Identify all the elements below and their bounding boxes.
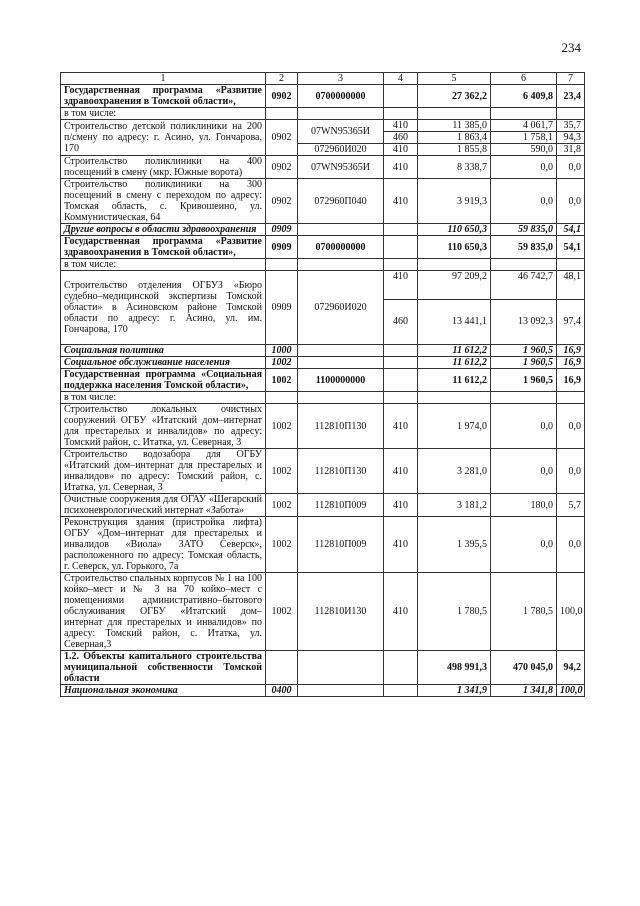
row-description: Строительство поликлиники на 300 посещений в смену с переходом по адресу: Томская область, с. Кривошеино, ул. Коммунистическая, 64 [61, 179, 266, 224]
execution-percent: 54,1 [557, 224, 585, 236]
executed-amount [491, 108, 557, 120]
execution-percent [557, 271, 585, 345]
planned-amount: 3 181,2 [418, 494, 491, 517]
target-code [298, 392, 384, 404]
section-code [266, 651, 298, 685]
executed-amount [491, 271, 557, 345]
section-code: 1002 [266, 357, 298, 369]
row-description: 1.2. Объекты капитального строительства муниципальной собственности Томской области [61, 651, 266, 685]
table-row [61, 494, 585, 517]
table-row [61, 271, 585, 345]
execution-percent-line: 94,3 [557, 132, 584, 144]
table-row [61, 156, 585, 179]
execution-percent: 23,4 [557, 85, 585, 108]
execution-percent: 16,9 [557, 369, 585, 392]
section-code: 1002 [266, 369, 298, 392]
expense-type-line: 460 [384, 132, 417, 144]
row-description: Государственная программа «Развитие здравоохранения в Томской области», [61, 85, 266, 108]
planned-amount [418, 392, 491, 404]
table-row [61, 108, 585, 120]
execution-percent: 5,7 [557, 494, 585, 517]
expense-type [384, 236, 418, 259]
section-code: 0400 [266, 685, 298, 697]
column-header: 6 [491, 73, 557, 85]
executed-amount [491, 120, 557, 156]
planned-amount: 110 650,3 [418, 224, 491, 236]
executed-amount [491, 259, 557, 271]
target-code: 1100000000 [298, 369, 384, 392]
executed-amount: 0,0 [491, 517, 557, 573]
execution-percent: 54,1 [557, 236, 585, 259]
planned-amount: 1 974,0 [418, 404, 491, 449]
table-row [61, 404, 585, 449]
execution-percent [557, 108, 585, 120]
executed-amount-line: 46 742,7 [491, 271, 556, 300]
execution-percent [557, 259, 585, 271]
row-description: Социальное обслуживание населения [61, 357, 266, 369]
target-code [298, 224, 384, 236]
table-row [61, 517, 585, 573]
executed-amount: 0,0 [491, 449, 557, 494]
table-row [61, 85, 585, 108]
table-row [61, 259, 585, 271]
executed-amount: 1 341,8 [491, 685, 557, 697]
section-code: 1002 [266, 449, 298, 494]
header-row [61, 73, 585, 85]
target-code: 0700000000 [298, 85, 384, 108]
row-description: Строительство отделения ОГБУЗ «Бюро судебно–медицинской экспертизы Томской области» в Асиновском районе Томской области по адресу: г. Асино, ул. им. Гончарова, 170 [61, 271, 266, 345]
target-code [298, 357, 384, 369]
target-code: 112810П130 [298, 404, 384, 449]
expense-type [384, 271, 418, 345]
row-description: в том числе: [61, 108, 266, 120]
section-code: 0902 [266, 85, 298, 108]
executed-amount-line: 1 758,1 [491, 132, 556, 144]
section-code: 1002 [266, 573, 298, 651]
executed-amount: 59 835,0 [491, 236, 557, 259]
table-row [61, 224, 585, 236]
planned-amount: 11 612,2 [418, 345, 491, 357]
section-code: 0909 [266, 236, 298, 259]
execution-percent-line: 31,8 [563, 144, 581, 155]
row-description: Очистные сооружения для ОГАУ «Шегарский психоневрологический интернат «Забота» [61, 494, 266, 517]
section-code [266, 392, 298, 404]
column-header: 7 [557, 73, 585, 85]
target-code: 07WN95365И [298, 156, 384, 179]
executed-amount: 1 960,5 [491, 345, 557, 357]
expense-type: 410 [384, 573, 418, 651]
expense-type [384, 259, 418, 271]
target-code: 112810П009 [298, 517, 384, 573]
target-code [298, 651, 384, 685]
row-description: Другие вопросы в области здравоохранения [61, 224, 266, 236]
execution-percent: 0,0 [557, 449, 585, 494]
execution-percent: 0,0 [557, 404, 585, 449]
section-code: 1002 [266, 494, 298, 517]
target-code: 112810П009 [298, 494, 384, 517]
table-row [61, 651, 585, 685]
planned-amount: 1 780,5 [418, 573, 491, 651]
executed-amount: 59 835,0 [491, 224, 557, 236]
section-code: 0909 [266, 224, 298, 236]
section-code: 1002 [266, 404, 298, 449]
expense-type [384, 108, 418, 120]
section-code [266, 108, 298, 120]
target-code-line: 072960И020 [314, 143, 367, 155]
executed-amount [491, 392, 557, 404]
target-code: 072960И020 [298, 271, 384, 345]
target-code [298, 120, 384, 156]
planned-amount [418, 120, 491, 156]
execution-percent-line: 97,4 [563, 316, 581, 327]
expense-type: 410 [384, 517, 418, 573]
table-row [61, 369, 585, 392]
table-row [61, 236, 585, 259]
section-code: 0909 [266, 271, 298, 345]
executed-amount: 1 780,5 [491, 573, 557, 651]
executed-amount: 470 045,0 [491, 651, 557, 685]
target-code-line: 07WN95365И [298, 121, 383, 144]
target-code: 072960П040 [298, 179, 384, 224]
row-description: Социальная политика [61, 345, 266, 357]
expense-type: 410 [384, 404, 418, 449]
expense-type-line: 410 [384, 120, 417, 132]
row-description: Строительство спальных корпусов № 1 на 100 койко–мест и № 3 на 70 койко–мест с помещениями административно–бытового обслуживания ОГБУ «Итатский дом–интернат для престарелых и инвалидов» по адресу: Томский район, с. Итатка, ул. Северная,3 [61, 573, 266, 651]
target-code [298, 345, 384, 357]
expense-type [384, 369, 418, 392]
target-code [298, 259, 384, 271]
planned-amount-line: 13 441,1 [452, 316, 487, 327]
section-code: 0902 [266, 120, 298, 156]
expense-type-line: 460 [393, 316, 408, 327]
execution-percent-line: 35,7 [557, 120, 584, 132]
column-header: 5 [418, 73, 491, 85]
expense-type-line: 410 [384, 271, 417, 300]
table-row [61, 449, 585, 494]
target-code: 112810П130 [298, 449, 384, 494]
planned-amount: 1 341,9 [418, 685, 491, 697]
section-code: 0902 [266, 156, 298, 179]
row-description: Строительство детской поликлиники на 200 п/смену по адресу: г. Асино, ул. Гончарова, 170 [61, 120, 266, 156]
planned-amount: 11 612,2 [418, 357, 491, 369]
row-description: Строительство поликлиники на 400 посещений в смену (мкр. Южные ворота) [61, 156, 266, 179]
expense-type [384, 345, 418, 357]
planned-amount-line: 11 385,0 [418, 120, 490, 132]
execution-percent: 16,9 [557, 357, 585, 369]
planned-amount-line: 1 863,4 [418, 132, 490, 144]
expense-type [384, 651, 418, 685]
execution-percent: 0,0 [557, 156, 585, 179]
executed-amount: 1 960,5 [491, 357, 557, 369]
execution-percent: 16,9 [557, 345, 585, 357]
planned-amount: 3 919,3 [418, 179, 491, 224]
table-row [61, 179, 585, 224]
table-row [61, 685, 585, 697]
table-row [61, 392, 585, 404]
table-row [61, 573, 585, 651]
execution-percent: 100,0 [557, 573, 585, 651]
planned-amount: 3 281,0 [418, 449, 491, 494]
execution-percent: 100,0 [557, 685, 585, 697]
executed-amount: 0,0 [491, 179, 557, 224]
expense-type: 410 [384, 494, 418, 517]
section-code: 1002 [266, 517, 298, 573]
planned-amount: 1 395,5 [418, 517, 491, 573]
planned-amount: 8 338,7 [418, 156, 491, 179]
executed-amount: 180,0 [491, 494, 557, 517]
executed-amount: 6 409,8 [491, 85, 557, 108]
execution-percent [557, 392, 585, 404]
executed-amount: 0,0 [491, 156, 557, 179]
executed-amount: 0,0 [491, 404, 557, 449]
column-header: 4 [384, 73, 418, 85]
expense-type [384, 120, 418, 156]
executed-amount-line: 590,0 [530, 144, 553, 155]
table-row [61, 120, 585, 156]
expense-type: 410 [384, 156, 418, 179]
planned-amount: 110 650,3 [418, 236, 491, 259]
column-header: 1 [61, 73, 266, 85]
row-description: Государственная программа «Развитие здравоохранения в Томской области», [61, 236, 266, 259]
target-code [298, 685, 384, 697]
execution-percent [557, 120, 585, 156]
row-description: в том числе: [61, 259, 266, 271]
planned-amount-line: 1 855,8 [457, 144, 487, 155]
executed-amount: 1 960,5 [491, 369, 557, 392]
row-description: Строительство локальных очистных сооружений ОГБУ «Итатский дом–интернат для престарелых и инвалидов» по адресу: Томский район, с. Итатка, ул. Северная, 3 [61, 404, 266, 449]
planned-amount: 11 612,2 [418, 369, 491, 392]
target-code: 0700000000 [298, 236, 384, 259]
section-code: 0902 [266, 179, 298, 224]
expense-type [384, 357, 418, 369]
expense-type [384, 685, 418, 697]
section-code: 1000 [266, 345, 298, 357]
target-code [298, 108, 384, 120]
planned-amount: 498 991,3 [418, 651, 491, 685]
column-header: 2 [266, 73, 298, 85]
table-row [61, 345, 585, 357]
planned-amount [418, 259, 491, 271]
execution-percent: 94,2 [557, 651, 585, 685]
target-code: 112810И130 [298, 573, 384, 651]
section-code [266, 259, 298, 271]
executed-amount-line: 13 092,3 [518, 316, 553, 327]
budget-table [60, 72, 585, 697]
expense-type: 410 [384, 179, 418, 224]
expense-type: 410 [384, 449, 418, 494]
row-description: Национальная экономика [61, 685, 266, 697]
planned-amount [418, 271, 491, 345]
expense-type [384, 85, 418, 108]
expense-type [384, 224, 418, 236]
expense-type [384, 392, 418, 404]
planned-amount [418, 108, 491, 120]
planned-amount: 27 362,2 [418, 85, 491, 108]
row-description: Реконструкция здания (пристройка лифта) ОГБУ «Дом–интернат для престарелых и инвалидов «Виола» ЗАТО Северск», расположенного по адресу: Томская область, г. Северск, ул. Горького, 7а [61, 517, 266, 573]
execution-percent: 0,0 [557, 517, 585, 573]
executed-amount-line: 4 061,7 [491, 120, 556, 132]
execution-percent: 0,0 [557, 179, 585, 224]
planned-amount-line: 97 209,2 [418, 271, 490, 300]
execution-percent-line: 48,1 [557, 271, 584, 300]
column-header: 3 [298, 73, 384, 85]
page-number: 234 [561, 40, 581, 55]
table-row [61, 357, 585, 369]
row-description: Строительство водозабора для ОГБУ «Итатский дом–интернат для престарелых и инвалидов» по адресу: Томский район, с. Итатка, ул. Северная, 3 [61, 449, 266, 494]
row-description: Государственная программа «Социальная поддержка населения Томской области», [61, 369, 266, 392]
row-description: в том числе: [61, 392, 266, 404]
expense-type-line: 410 [393, 144, 408, 155]
